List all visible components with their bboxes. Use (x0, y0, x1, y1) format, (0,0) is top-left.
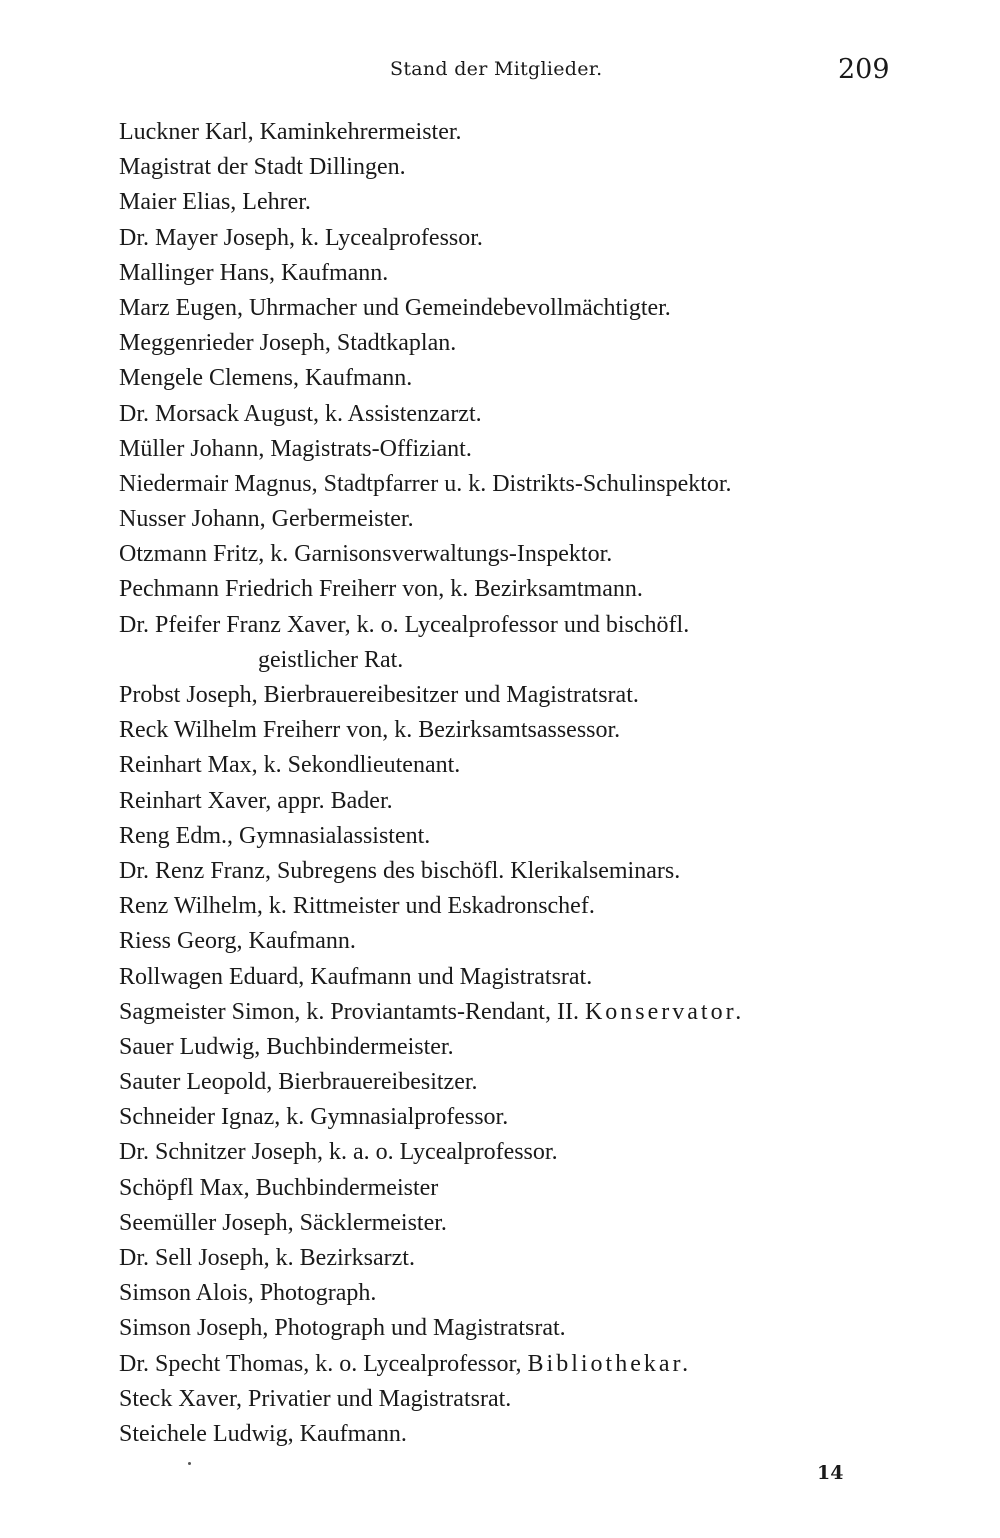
entry-text: Dr. Renz Franz, Subregens des bischöfl. Klerikalseminars. (119, 857, 681, 884)
list-item (119, 432, 919, 467)
list-item (119, 889, 919, 924)
entry-text: Maier Elias, Lehrer. (119, 189, 311, 216)
list-item (119, 854, 919, 889)
list-item (119, 1030, 919, 1065)
list-item (119, 291, 919, 326)
entry-text: Dr. Mayer Joseph, k. Lycealprofessor. (119, 224, 483, 251)
entry-text: Simson Joseph, Photograph und Magistratsrat. (119, 1315, 566, 1342)
entry-text: Sagmeister Simon, k. Proviantamts-Rendant, II. (119, 998, 585, 1025)
list-item (119, 1347, 919, 1382)
stray-dot (188, 1462, 191, 1465)
entry-text: Sauer Ludwig, Buchbindermeister. (119, 1033, 454, 1060)
list-item (119, 1065, 919, 1100)
member-list (119, 115, 919, 1452)
entry-text: Mallinger Hans, Kaufmann. (119, 259, 389, 286)
entry-text: Dr. Pfeifer Franz Xaver, k. o. Lycealprofessor und bischöfl. (119, 611, 690, 638)
list-item (119, 150, 919, 185)
entry-text: Pechmann Friedrich Freiherr von, k. Bezirksamtmann. (119, 576, 643, 603)
list-item (119, 960, 919, 995)
entry-text: Niedermair Magnus, Stadtpfarrer u. k. Distrikts-Schulinspektor. (119, 470, 732, 497)
list-item (119, 748, 919, 783)
entry-text: Nusser Johann, Gerbermeister. (119, 506, 414, 533)
list-item (119, 1311, 919, 1346)
entry-text: Steichele Ludwig, Kaufmann. (119, 1420, 407, 1447)
list-item (119, 221, 919, 256)
entry-text: Seemüller Joseph, Säcklermeister. (119, 1209, 447, 1236)
list-item (119, 1382, 919, 1417)
list-item (119, 572, 919, 607)
entry-text: Reinhart Max, k. Sekondlieutenant. (119, 752, 461, 779)
entry-text: Magistrat der Stadt Dillingen. (119, 154, 406, 181)
list-item (119, 995, 919, 1030)
list-item (119, 819, 919, 854)
list-item (119, 1417, 919, 1452)
entry-text: geistlicher Rat. (258, 646, 404, 673)
list-item (119, 784, 919, 819)
list-item (119, 1241, 919, 1276)
list-item (119, 1135, 919, 1170)
list-item (119, 502, 919, 537)
running-head: Stand der Mitglieder. (390, 58, 603, 80)
entry-text: Riess Georg, Kaufmann. (119, 928, 356, 955)
signature-mark: 14 (817, 1462, 844, 1484)
entry-text: Dr. Specht Thomas, k. o. Lycealprofessor, (119, 1350, 528, 1377)
entry-text: Sauter Leopold, Bierbrauereibesitzer. (119, 1069, 478, 1096)
entry-spaced-title: Konservator. (584, 998, 745, 1025)
entry-text: Dr. Sell Joseph, k. Bezirksarzt. (119, 1245, 415, 1271)
entry-text: Simson Alois, Photograph. (119, 1280, 377, 1307)
list-item (119, 326, 919, 361)
page-number: 209 (838, 54, 890, 85)
list-item (119, 1100, 919, 1135)
entry-text: Marz Eugen, Uhrmacher und Gemeindebevollmächtigter. (119, 294, 671, 321)
entry-text: Dr. Schnitzer Joseph, k. a. o. Lycealprofessor. (119, 1139, 558, 1166)
list-item (119, 397, 919, 432)
entry-text: Dr. Morsack August, k. Assistenzarzt. (119, 400, 482, 427)
entry-spaced-title: Bibliothekar. (527, 1350, 692, 1377)
list-item (119, 1171, 919, 1206)
entry-text: Otzmann Fritz, k. Garnisonsverwaltungs-Inspektor. (119, 541, 613, 568)
list-item (119, 537, 919, 572)
entry-text: Meggenrieder Joseph, Stadtkaplan. (119, 330, 457, 357)
entry-text: Schneider Ignaz, k. Gymnasialprofessor. (119, 1104, 509, 1131)
list-item (119, 1206, 919, 1241)
entry-text: Luckner Karl, Kaminkehrermeister. (119, 119, 462, 145)
entry-text: Rollwagen Eduard, Kaufmann und Magistratsrat. (119, 963, 593, 990)
entry-text: Renz Wilhelm, k. Rittmeister und Eskadronschef. (119, 893, 595, 920)
list-item (119, 608, 919, 643)
entry-text: Reck Wilhelm Freiherr von, k. Bezirksamtsassessor. (119, 717, 621, 744)
entry-text: Schöpfl Max, Buchbindermeister (119, 1174, 439, 1201)
list-item (119, 185, 919, 220)
list-item (119, 467, 919, 502)
list-item (119, 361, 919, 396)
entry-text: Probst Joseph, Bierbrauereibesitzer und Magistratsrat. (119, 682, 639, 708)
list-item (119, 678, 919, 713)
entry-text: Müller Johann, Magistrats-Offiziant. (119, 435, 472, 462)
entry-text: Reng Edm., Gymnasialassistent. (119, 822, 431, 849)
entry-text: Mengele Clemens, Kaufmann. (119, 365, 413, 392)
list-item (119, 256, 919, 291)
entry-text: Steck Xaver, Privatier und Magistratsrat. (119, 1385, 512, 1412)
entry-text: Reinhart Xaver, appr. Bader. (119, 787, 393, 814)
list-item (119, 115, 919, 150)
list-item (119, 1276, 919, 1311)
list-item (119, 924, 919, 959)
list-item-continuation (119, 643, 919, 678)
list-item (119, 713, 919, 748)
